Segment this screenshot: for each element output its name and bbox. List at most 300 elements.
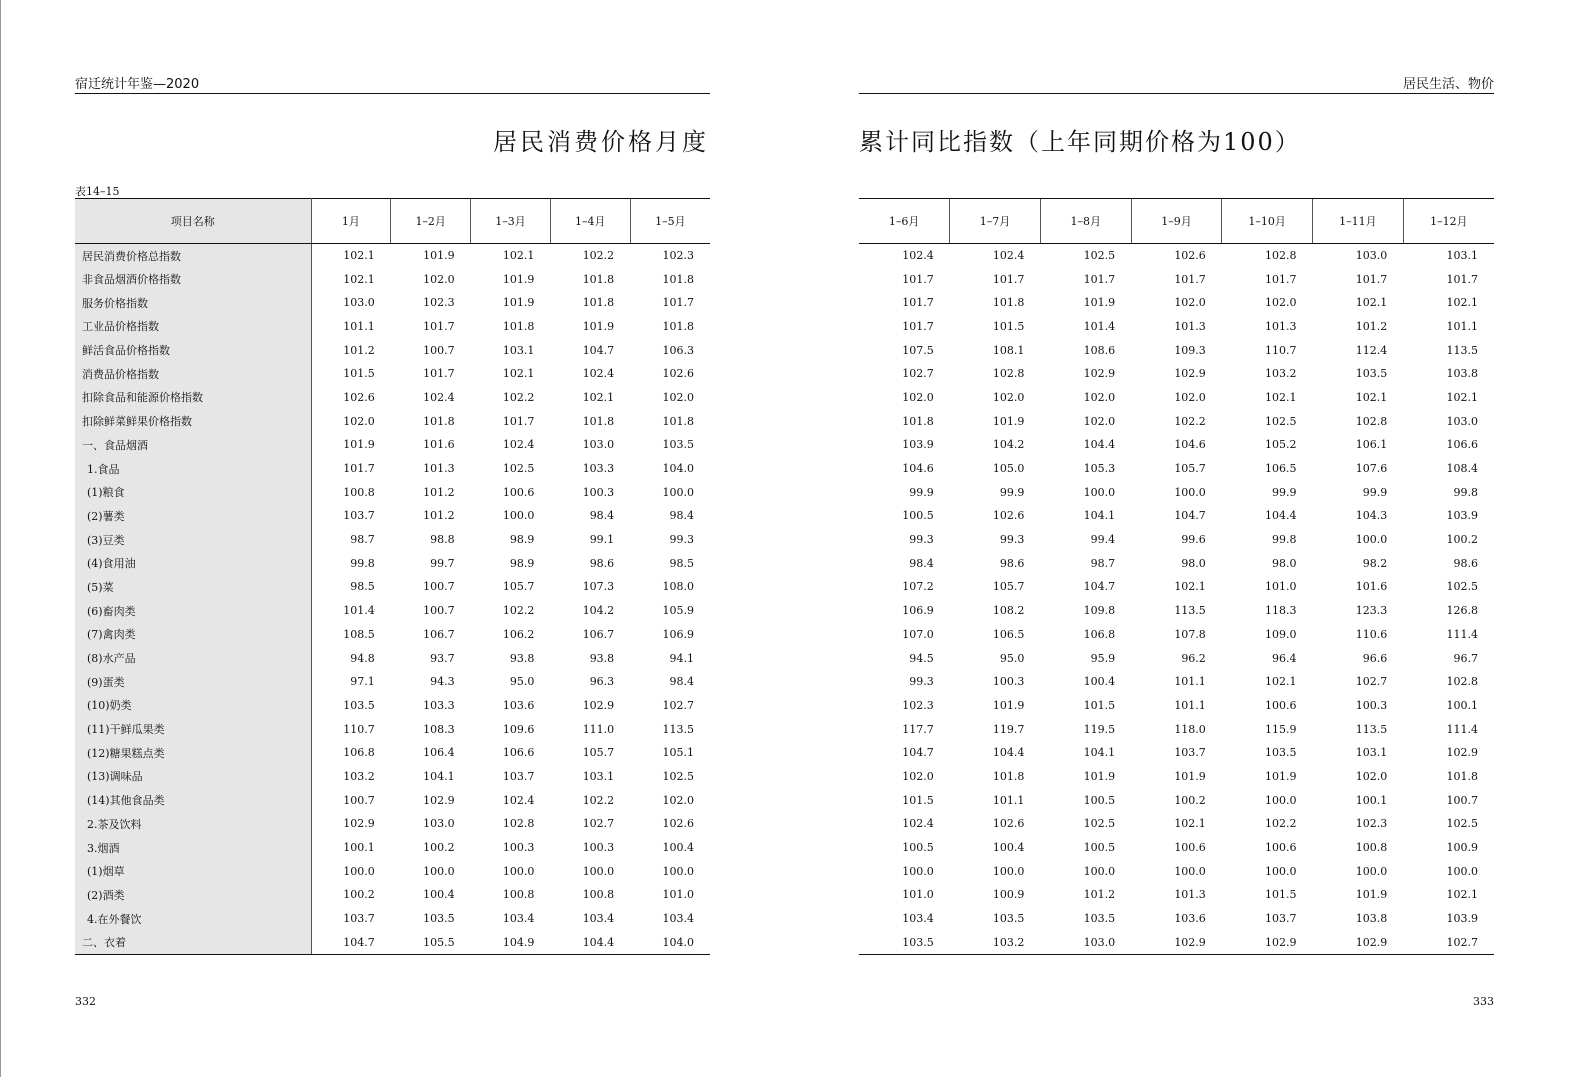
table-cell: 94.8: [350, 651, 375, 665]
table-cell: 95.0: [509, 675, 535, 689]
table-cell: 101.0: [1265, 580, 1297, 594]
table-cell: 103.8: [1446, 367, 1478, 381]
table-cell: 101.7: [662, 296, 694, 310]
table-row: [859, 623, 1494, 647]
table-cell: 100.0: [1265, 793, 1297, 807]
table-cell: 106.6: [1446, 438, 1478, 452]
table-row: [75, 433, 710, 457]
column-header: 1–5月: [630, 199, 710, 244]
head-rule-left: [75, 93, 710, 94]
column-header: 1–9月: [1131, 199, 1222, 244]
table-cell: 101.2: [423, 509, 455, 523]
row-label: (13)调味品: [75, 765, 311, 789]
table-cell: 109.0: [1265, 627, 1297, 641]
table-cell: 95.9: [1090, 651, 1116, 665]
table-cell: 99.7: [430, 556, 455, 570]
row-label: (7)禽肉类: [75, 623, 311, 647]
row-label: 2.茶及饮料: [75, 812, 311, 836]
table-cell: 96.4: [1272, 651, 1297, 665]
row-label: 扣除食品和能源价格指数: [75, 386, 311, 410]
table-cell: 108.6: [1083, 343, 1116, 357]
table-cell: 103.1: [1355, 746, 1388, 760]
row-label: (14)其他食品类: [75, 788, 311, 812]
title-left-part: 居民消费价格月度: [493, 128, 709, 156]
row-label: 非食品烟酒价格指数: [75, 267, 311, 291]
title-right-part: 累计同比指数（上年同期价格为100）: [859, 128, 1301, 156]
page-number-right: 333: [1473, 995, 1494, 1008]
table-cell: 99.3: [669, 533, 694, 547]
table-cell: 104.4: [1083, 438, 1116, 452]
table-cell: 105.3: [1083, 462, 1116, 476]
table-cell: 100.8: [343, 485, 375, 499]
table-row: [75, 528, 710, 552]
table-cell: 104.7: [1174, 509, 1206, 523]
table-cell: 100.0: [1083, 864, 1116, 878]
table-row: [859, 315, 1494, 339]
table-cell: 119.7: [992, 722, 1025, 736]
row-label: (2)薯类: [75, 504, 311, 528]
table-cell: 103.0: [1355, 249, 1388, 263]
table-cell: 98.6: [1453, 556, 1478, 570]
table-cell: 102.5: [1083, 817, 1116, 831]
table-cell: 93.7: [430, 651, 455, 665]
row-label: (12)糖果糕点类: [75, 741, 311, 765]
table-cell: 107.5: [902, 343, 934, 357]
table-cell: 100.7: [423, 604, 455, 618]
table-cell: 100.0: [662, 485, 694, 499]
table-row: [75, 575, 710, 599]
table-cell: 99.9: [999, 485, 1025, 499]
table-cell: 101.6: [423, 438, 455, 452]
table-cell: 113.5: [1355, 722, 1388, 736]
table-cell: 98.4: [589, 509, 615, 523]
table-cell: 103.5: [423, 912, 455, 926]
table-cell: 102.1: [1355, 390, 1388, 404]
table-cell: 109.3: [1174, 343, 1206, 357]
row-label: (1)粮食: [75, 480, 311, 504]
table-cell: 100.2: [1174, 793, 1206, 807]
table-cell: 99.9: [909, 485, 934, 499]
table-row: [75, 883, 710, 907]
table-cell: 100.7: [1446, 793, 1478, 807]
table-cell: 104.1: [1083, 509, 1116, 523]
table-cell: 100.0: [1265, 864, 1297, 878]
table-cell: 106.5: [992, 627, 1025, 641]
table-cell: 102.5: [662, 769, 694, 783]
table-cell: 102.0: [1083, 414, 1116, 428]
table-row: [859, 362, 1494, 386]
row-label: (2)酒类: [75, 883, 311, 907]
table-cell: 103.2: [1265, 367, 1297, 381]
table-row: [859, 504, 1494, 528]
row-label: (5)菜: [75, 575, 311, 599]
table-cell: 106.9: [902, 604, 934, 618]
column-header: 1–2月: [391, 199, 471, 244]
table-cell: 126.8: [1446, 604, 1478, 618]
table-cell: 102.1: [1174, 580, 1206, 594]
table-cell: 113.5: [1174, 604, 1206, 618]
table-cell: 100.5: [902, 509, 934, 523]
table-cell: 104.0: [662, 462, 694, 476]
table-cell: 106.2: [502, 627, 535, 641]
table-cell: 102.7: [1403, 930, 1494, 954]
table-row: [859, 907, 1494, 931]
table-row: [859, 551, 1494, 575]
table-cell: 110.7: [1265, 343, 1297, 357]
table-cell: 98.0: [1181, 556, 1206, 570]
table-cell: 101.8: [662, 272, 694, 286]
table-cell: 100.4: [1083, 675, 1116, 689]
table-cell: 102.1: [1265, 675, 1297, 689]
table-row: [75, 457, 710, 481]
row-label: (8)水产品: [75, 646, 311, 670]
table-cell: 98.5: [669, 556, 694, 570]
table-cell: 101.8: [582, 296, 615, 310]
table-cell: 101.7: [502, 414, 535, 428]
table-row: [75, 267, 710, 291]
table-cell: 102.8: [1265, 249, 1297, 263]
table-cell: 98.4: [909, 556, 934, 570]
table-cell: 103.0: [1040, 930, 1131, 954]
column-header: 1–12月: [1403, 199, 1494, 244]
table-cell: 101.7: [902, 296, 934, 310]
table-cell: 103.1: [502, 343, 535, 357]
table-cell: 101.2: [423, 485, 455, 499]
table-cell: 104.6: [902, 462, 934, 476]
table-row: [75, 812, 710, 836]
table-cell: 101.8: [662, 414, 694, 428]
table-cell: 100.0: [992, 864, 1025, 878]
table-cell: 100.3: [1355, 698, 1388, 712]
column-header: 1–4月: [550, 199, 630, 244]
table-row: [75, 859, 710, 883]
table-cell: 106.8: [1083, 627, 1116, 641]
table-row: [859, 575, 1494, 599]
table-cell: 101.0: [662, 888, 694, 902]
table-cell: 105.5: [391, 930, 471, 954]
table-cell: 97.1: [350, 675, 375, 689]
table-cell: 102.7: [582, 817, 615, 831]
table-cell: 101.8: [662, 319, 694, 333]
table-cell: 104.7: [582, 343, 615, 357]
table-cell: 101.7: [1355, 272, 1388, 286]
table-cell: 104.7: [1083, 580, 1116, 594]
table-cell: 105.7: [502, 580, 535, 594]
table-cell: 102.6: [992, 817, 1025, 831]
table-cell: 100.0: [343, 864, 375, 878]
table-cell: 102.9: [1313, 930, 1404, 954]
table-cell: 101.8: [582, 272, 615, 286]
table-cell: 100.5: [1083, 793, 1116, 807]
table-cell: 102.5: [1446, 580, 1478, 594]
table-cell: 102.3: [902, 698, 934, 712]
table-cell: 101.8: [502, 319, 535, 333]
table-cell: 106.8: [343, 746, 375, 760]
table-cell: 101.8: [902, 414, 934, 428]
table-cell: 100.7: [423, 580, 455, 594]
table-cell: 102.0: [1355, 769, 1388, 783]
table-cell: 108.1: [992, 343, 1025, 357]
table-cell: 102.1: [1446, 888, 1478, 902]
table-cell: 102.2: [502, 604, 535, 618]
row-label: 扣除鲜菜鲜果价格指数: [75, 409, 311, 433]
table-cell: 101.9: [992, 698, 1025, 712]
table-cell: 101.5: [992, 319, 1025, 333]
table-cell: 100.0: [582, 864, 615, 878]
table-cell: 99.6: [1181, 533, 1206, 547]
table-cell: 100.3: [502, 841, 535, 855]
table-cell: 102.5: [502, 462, 535, 476]
table-cell: 102.2: [582, 249, 615, 263]
table-cell: 106.6: [502, 746, 535, 760]
row-label: (11)干鲜瓜果类: [75, 717, 311, 741]
table-row: [859, 599, 1494, 623]
table-cell: 96.2: [1181, 651, 1206, 665]
table-cell: 105.2: [1265, 438, 1297, 452]
table-cell: 103.2: [950, 930, 1041, 954]
table-cell: 102.0: [902, 390, 934, 404]
table-cell: 101.3: [423, 462, 455, 476]
table-cell: 103.4: [902, 912, 934, 926]
table-cell: 93.8: [509, 651, 535, 665]
row-label: 3.烟酒: [75, 836, 311, 860]
table-cell: 99.9: [1272, 485, 1297, 499]
table-cell: 111.4: [1446, 627, 1478, 641]
table-cell: 104.7: [902, 746, 934, 760]
table-cell: 103.4: [502, 912, 535, 926]
table-cell: 102.1: [1355, 296, 1388, 310]
table-cell: 102.0: [1083, 390, 1116, 404]
table-row: [859, 812, 1494, 836]
table-cell: 105.1: [662, 746, 694, 760]
table-cell: 104.0: [630, 930, 710, 954]
column-header: 1–7月: [950, 199, 1041, 244]
column-header: 1–6月: [859, 199, 950, 244]
table-cell: 101.8: [992, 296, 1025, 310]
table-cell: 101.9: [502, 272, 535, 286]
table-cell: 99.8: [1453, 485, 1478, 499]
table-cell: 98.9: [509, 556, 535, 570]
left-page: [0, 0, 793, 1077]
table-cell: 103.5: [992, 912, 1025, 926]
table-cell: 101.7: [423, 367, 455, 381]
table-cell: 98.4: [669, 509, 694, 523]
table-cell: 109.6: [502, 722, 535, 736]
table-cell: 100.9: [992, 888, 1025, 902]
table-cell: 101.7: [1446, 272, 1478, 286]
table-cell: 100.8: [582, 888, 615, 902]
table-cell: 110.7: [343, 722, 375, 736]
table-cell: 100.0: [662, 864, 694, 878]
table-cell: 102.2: [1265, 817, 1297, 831]
table-cell: 102.9: [343, 817, 375, 831]
table-cell: 100.3: [992, 675, 1025, 689]
table-cell: 102.4: [502, 793, 535, 807]
table-cell: 102.6: [992, 509, 1025, 523]
cpi-table-right: [859, 198, 1494, 955]
table-row: [859, 859, 1494, 883]
table-cell: 100.4: [423, 888, 455, 902]
table-cell: 103.6: [1174, 912, 1206, 926]
table-cell: 101.9: [1174, 769, 1206, 783]
table-cell: 103.0: [1446, 414, 1478, 428]
table-cell: 102.4: [582, 367, 615, 381]
running-head-left: 宿迁统计年鉴—2020: [75, 77, 200, 92]
table-cell: 101.5: [902, 793, 934, 807]
table-cell: 104.7: [311, 930, 391, 954]
row-label: (6)畜肉类: [75, 599, 311, 623]
table-cell: 103.4: [662, 912, 694, 926]
table-cell: 102.3: [1355, 817, 1388, 831]
table-cell: 110.6: [1355, 627, 1388, 641]
table-cell: 104.3: [1355, 509, 1388, 523]
table-cell: 103.8: [1355, 912, 1388, 926]
table-row: [859, 717, 1494, 741]
column-header: 1–10月: [1222, 199, 1313, 244]
table-cell: 106.1: [1355, 438, 1388, 452]
table-cell: 100.7: [423, 343, 455, 357]
row-label: 一、食品烟酒: [75, 433, 311, 457]
table-cell: 103.7: [1265, 912, 1297, 926]
table-cell: 101.9: [1355, 888, 1388, 902]
table-cell: 101.7: [902, 272, 934, 286]
table-cell: 101.3: [1174, 319, 1206, 333]
table-cell: 102.1: [502, 367, 535, 381]
table-cell: 100.0: [1355, 533, 1388, 547]
table-cell: 102.1: [343, 249, 375, 263]
table-cell: 102.9: [1131, 930, 1222, 954]
table-cell: 100.8: [1355, 841, 1388, 855]
table-row: [859, 836, 1494, 860]
table-row: [859, 433, 1494, 457]
table-cell: 102.0: [1174, 296, 1206, 310]
table-cell: 103.1: [582, 769, 615, 783]
table-row: [859, 528, 1494, 552]
table-cell: 101.2: [343, 343, 375, 357]
table-cell: 104.2: [992, 438, 1025, 452]
table-cell: 102.6: [343, 390, 375, 404]
table-cell: 112.4: [1355, 343, 1388, 357]
table-cell: 106.7: [423, 627, 455, 641]
table-cell: 102.9: [1083, 367, 1116, 381]
table-row: [859, 457, 1494, 481]
table-cell: 101.7: [1265, 272, 1297, 286]
row-label: (9)蛋类: [75, 670, 311, 694]
table-cell: 101.6: [1355, 580, 1388, 594]
table-cell: 101.5: [1083, 698, 1116, 712]
table-cell: 95.0: [999, 651, 1025, 665]
table-cell: 99.1: [589, 533, 615, 547]
table-row: [859, 386, 1494, 410]
table-cell: 99.3: [909, 533, 934, 547]
table-cell: 102.7: [662, 698, 694, 712]
table-cell: 107.2: [902, 580, 934, 594]
table-cell: 101.1: [1174, 675, 1206, 689]
table-row: [75, 694, 710, 718]
table-cell: 105.9: [662, 604, 694, 618]
table-cell: 123.3: [1355, 604, 1388, 618]
table-cell: 107.6: [1355, 462, 1388, 476]
table-row: [75, 765, 710, 789]
table-cell: 102.5: [1446, 817, 1478, 831]
table-cell: 102.1: [343, 272, 375, 286]
table-row: [75, 551, 710, 575]
table-cell: 101.8: [423, 414, 455, 428]
table-cell: 103.7: [343, 509, 375, 523]
table-cell: 100.6: [1265, 698, 1297, 712]
table-cell: 101.9: [992, 414, 1025, 428]
table-cell: 100.2: [1446, 533, 1478, 547]
table-cell: 101.7: [902, 319, 934, 333]
table-row: [75, 244, 710, 268]
table-cell: 100.0: [1446, 864, 1478, 878]
table-cell: 98.6: [999, 556, 1025, 570]
table-cell: 100.0: [902, 864, 934, 878]
table-cell: 100.0: [423, 864, 455, 878]
table-cell: 102.1: [582, 390, 615, 404]
table-cell: 100.1: [1446, 698, 1478, 712]
table-cell: 102.7: [902, 367, 934, 381]
table-row: [859, 741, 1494, 765]
table-cell: 94.3: [430, 675, 455, 689]
table-cell: 101.8: [582, 414, 615, 428]
table-cell: 105.7: [582, 746, 615, 760]
table-cell: 102.9: [1222, 930, 1313, 954]
table-cell: 102.7: [1355, 675, 1388, 689]
table-cell: 102.4: [423, 390, 455, 404]
table-cell: 99.8: [1272, 533, 1297, 547]
table-cell: 102.1: [1446, 296, 1478, 310]
table-row: [75, 907, 710, 931]
table-cell: 102.8: [1446, 675, 1478, 689]
table-cell: 101.9: [1083, 769, 1116, 783]
table-cell: 103.5: [1355, 367, 1388, 381]
table-cell: 94.1: [669, 651, 694, 665]
table-cell: 99.8: [350, 556, 375, 570]
column-header: 1–11月: [1313, 199, 1404, 244]
table-cell: 98.0: [1272, 556, 1297, 570]
row-label: 1.食品: [75, 457, 311, 481]
table-cell: 102.4: [902, 249, 934, 263]
table-cell: 103.9: [1446, 509, 1478, 523]
table-cell: 103.3: [423, 698, 455, 712]
table-cell: 108.0: [662, 580, 694, 594]
table-cell: 101.1: [343, 319, 375, 333]
table-cell: 113.5: [1446, 343, 1478, 357]
table-cell: 101.4: [1083, 319, 1116, 333]
table-cell: 101.5: [343, 367, 375, 381]
table-cell: 102.5: [1265, 414, 1297, 428]
table-cell: 101.7: [343, 462, 375, 476]
column-header: 1月: [311, 199, 391, 244]
row-label: (3)豆类: [75, 528, 311, 552]
head-rule-right: [859, 93, 1494, 94]
table-cell: 102.8: [502, 817, 535, 831]
row-label: 工业品价格指数: [75, 315, 311, 339]
table-row: [75, 623, 710, 647]
table-cell: 100.3: [582, 841, 615, 855]
table-cell: 99.4: [1090, 533, 1116, 547]
table-row: [859, 930, 1494, 954]
table-cell: 106.9: [662, 627, 694, 641]
right-page: [793, 0, 1587, 1077]
table-cell: 102.3: [423, 296, 455, 310]
table-cell: 118.3: [1265, 604, 1297, 618]
table-cell: 100.6: [502, 485, 535, 499]
table-row: [75, 646, 710, 670]
table-cell: 103.5: [662, 438, 694, 452]
table-cell: 101.3: [1265, 319, 1297, 333]
